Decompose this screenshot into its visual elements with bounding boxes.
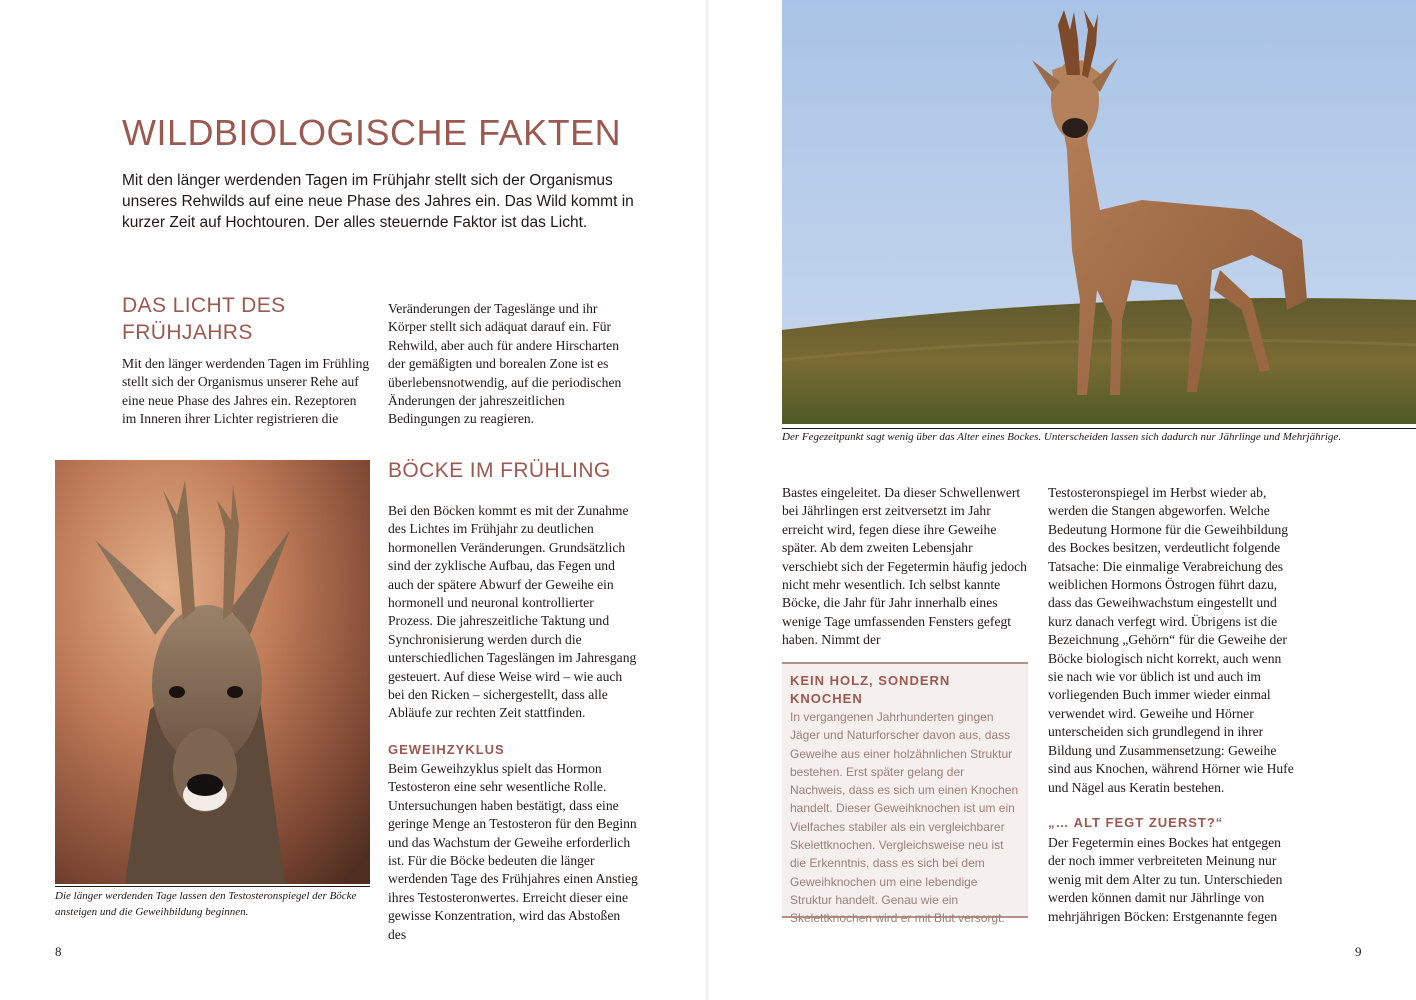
section-heading-licht-line2: FRÜHJAHRS <box>122 321 253 344</box>
paragraph-hormone: Testosteronspiegel im Herbst wieder ab, werden die Stangen abgeworfen. Welche Bedeutung Hormone für die Geweihbildung des Bockes besitzen, verdeutlicht folgende Tatsache: Die einmalige Verabreichung des weiblichen Hormons Östrogen führt dazu, dass das Geweihwachstum eingestellt und kurz danach verfegt wird. Übrigens ist die Bezeichnung „Gehörn“ für die Geweihe der Böcke biologisch nicht korrekt, auch wenn sie nach wie vor üblich ist und auch im vorliegenden Buch immer wieder einmal verwendet wird. Geweihe und Hörner unterscheiden sich grundlegend in ihrer Bildung und Zusammensetzung: Geweihe sind aus Knochen, während Hörner wie Hufe und Nägel aus Keratin bestehen. <box>1048 485 1294 795</box>
subheading-geweihzyklus: GEWEIHZYKLUS <box>388 742 505 757</box>
roebuck-field-photo <box>782 0 1416 424</box>
subheading-alt-fegt-zuerst: „… ALT FEGT ZUERST?“ <box>1048 815 1224 830</box>
section-heading-licht <box>122 292 372 346</box>
right-photo-caption: Der Fegezeitpunkt sagt wenig über das Alter eines Bockes. Unterscheiden lassen sich dadurch nur Jährlinge und Mehrjährige. <box>782 431 1342 443</box>
paragraph-boecke: Bei den Böcken kommt es mit der Zunahme des Lichtes im Frühjahr zu deutlichen hormonellen Veränderungen. Grundsätzlich sind der zyklische Aufbau, das Fegen und auch der spätere Abwurf der Geweihe ein hormonell und neuronal kontrollierter Prozess. Die jahreszeitliche Taktung und Synchronisierung werden durch die unterschiedlichen Tageslängen im Jahresgang gesteuert. Auf diese Weise wird – wie auch bei den Ricken – sichergestellt, dass alle Abläufe zur rechten Zeit stattfinden. <box>388 503 637 721</box>
left-caption-rule <box>55 886 370 887</box>
paragraph-tageslaenge: Veränderungen der Tageslänge und ihr Körper stellt sich adäquat darauf ein. Für Rehwild, aber auch für andere Hirscharten der gemäßigten und borealen Zone ist es überlebensnotwendig, auf die periodischen Änderungen der jahreszeitlichen Bedingungen zu reagieren. <box>388 301 622 427</box>
paragraph-licht: Mit den länger werdenden Tagen im Frühling stellt sich der Organismus unserer Rehe auf eine neue Phase des Jahres ein. Rezeptoren im Inneren ihrer Lichter registrieren die <box>122 356 370 427</box>
page-title: WILDBIOLOGISCHE FAKTEN <box>122 112 622 153</box>
info-box-knochen <box>782 662 1028 926</box>
section-heading-licht-line1: DAS LICHT DES <box>122 294 286 317</box>
book-gutter <box>706 0 710 1000</box>
info-box-heading: KEIN HOLZ, SONDERN KNOCHEN <box>790 673 951 706</box>
page-number-right: 9 <box>1355 944 1362 959</box>
paragraph-fegetermin: Der Fegetermin eines Bockes hat entgegen der noch immer verbreiteten Meinung nur wenig mit dem Alter zu tun. Unterschieden werden können damit nur Jährlinge von mehrjährigen Böcken: Erstgenannte fegen <box>1048 835 1283 924</box>
right-caption-rule <box>782 428 1416 429</box>
paragraph-bastes: Bastes eingeleitet. Da dieser Schwellenwert bei Jährlingen erst zeitversetzt im Jahr erreicht wird, fegen diese ihre Geweihe später. Ab dem zweiten Lebensjahr verschiebt sich der Fegetermin häufig jedoch nicht mehr wesentlich. Ich selbst kannte Böcke, die Jahr für Jahr innerhalb eines wenige Tage umfassenden Fensters gefegt haben. Nimmt der <box>782 485 1027 648</box>
paragraph-geweihzyklus: Beim Geweihzyklus spielt das Hormon Testosteron eine sehr wesentliche Rolle. Untersuchungen haben bestätigt, dass eine geringe Menge an Testosteron für den Beginn und das Wachstum der Geweihe erforderlich ist. Für die Böcke bedeuten die länger werdenden Tage des Frühjahres einen Anstieg ihres Testosteronwertes. Erreicht dieser eine gewisse Konzentration, wird das Abstoßen des <box>388 761 638 942</box>
left-photo-caption: Die länger werdenden Tage lassen den Testosteronspiegel der Böcke ansteigen und die Geweihbildung beginnen. <box>55 890 357 918</box>
info-box-text: In vergangenen Jahrhunderten gingen Jäger und Naturforscher davon aus, dass Geweihe aus einer holzähnlichen Struktur bestehen. Erst später gelang der Nachweis, dass es sich um einen Knochen handelt. Dieser Geweihknochen ist um ein Vielfaches stabiler als ein vergleichbarer Skelettknochen. Vergleichsweise neu ist die Erkenntnis, dass es sich bei dem Geweihknochen um eine lebendige Struktur handelt. Genau wie ein Skelettknochen wird er mit Blut versorgt. <box>790 710 1019 926</box>
roebuck-portrait-photo <box>55 460 370 884</box>
lead-paragraph: Mit den länger werdenden Tagen im Frühjahr stellt sich der Organismus unseres Rehwilds auf eine neue Phase des Jahres ein. Das Wild kommt in kurzer Zeit auf Hochtouren. Der alles steuernde Faktor ist das Licht. <box>122 172 634 231</box>
page-number-left: 8 <box>55 944 62 959</box>
section-heading-boecke: BÖCKE IM FRÜHLING <box>388 459 611 482</box>
